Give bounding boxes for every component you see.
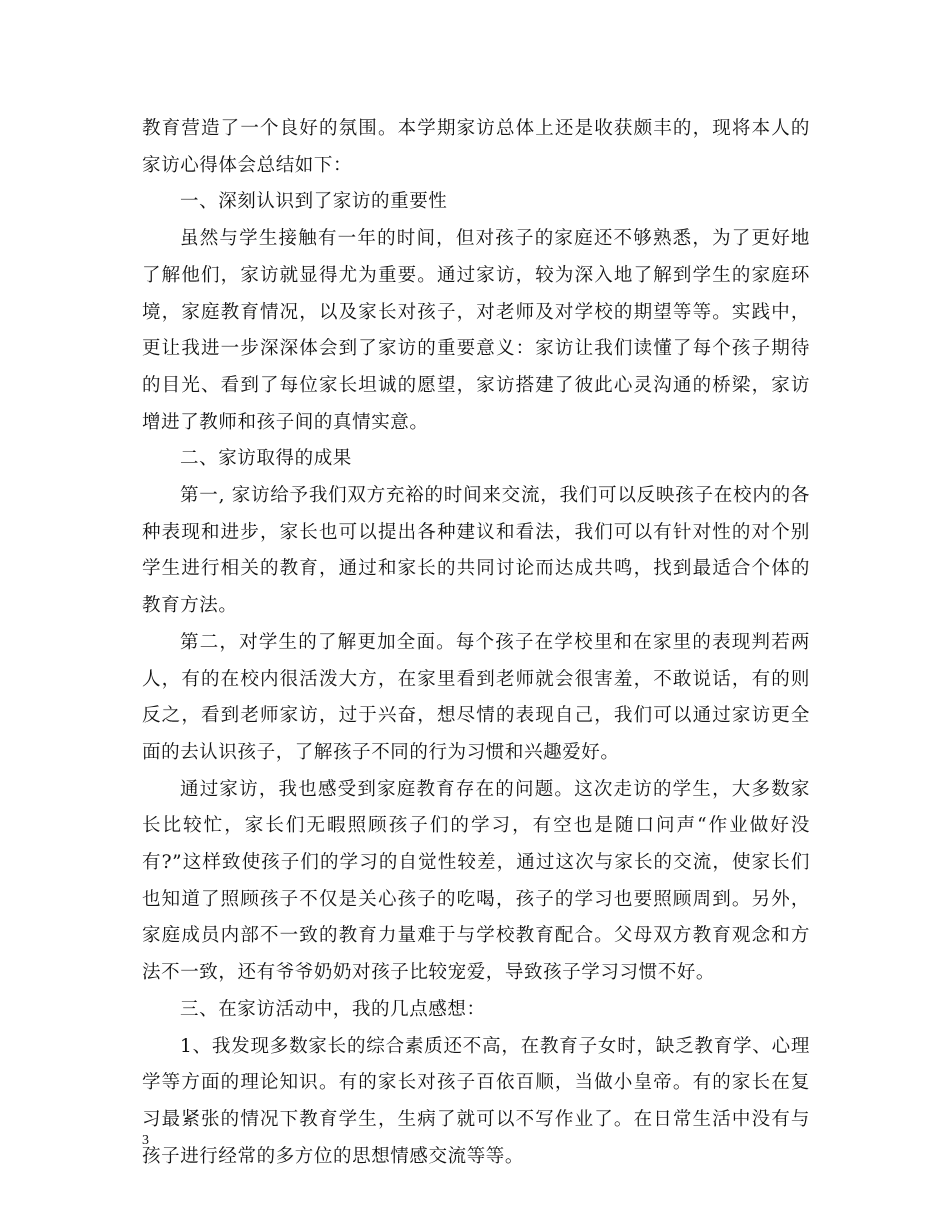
paragraph-importance: 虽然与学生接触有一年的时间，但对孩子的家庭还不够熟悉，为了更好地了解他们，家访就显得尤为重要。通过家访，较为深入地了解到学生的家庭环境，家庭教育情况，以及家长对孩子，对老师及对学校的期望等等。实践中，更让我进一步深深体会到了家访的重要意义：家访让我们读懂了每个孩子期待的目光、看到了每位家长坦诚的愿望，家访搭建了彼此心灵沟通的桥梁，家访增进了教师和孩子间的真情实意。 bbox=[142, 228, 810, 433]
section-heading-3: 三、在家访活动中，我的几点感想： bbox=[180, 998, 486, 1020]
section-heading-2: 二、家访取得的成果 bbox=[180, 448, 352, 470]
paragraph-second-result: 第二，对学生的了解更加全面。每个孩子在学校里和在家里的表现判若两人，有的在校内很活泼大方，在家里看到老师就会很害羞，不敢说话，有的则反之，看到老师家访，过于兴奋，想尽情的表现自己，我们可以通过家访更全面的去认识孩子，了解孩子不同的行为习惯和兴趣爱好。 bbox=[142, 631, 810, 763]
paragraph-reflection-1: 1、我发现多数家长的综合素质还不高，在教育子女时，缺乏教育学、心理学等方面的理论知识。有的家长对孩子百依百顺，当做小皇帝。有的家长在复习最紧张的情况下教育学生，生病了就可以不写作业了。在日常生活中没有与孩子进行经常的多方位的思想情感交流等等。 bbox=[142, 1035, 810, 1167]
document-body bbox=[142, 111, 810, 1175]
paragraph-intro-continuation: 教育营造了一个良好的氛围。本学期家访总体上还是收获颇丰的，现将本人的家访心得体会总结如下： bbox=[142, 118, 810, 176]
section-heading-1: 一、深刻认识到了家访的重要性 bbox=[180, 191, 448, 213]
paragraph-family-problems: 通过家访，我也感受到家庭教育存在的问题。这次走访的学生，大多数家长比较忙，家长们无暇照顾孩子们的学习，有空也是随口问声“作业做好没有?”这样致使孩子们的学习的自觉性较差，通过这次与家长的交流，使家长们也知道了照顾孩子不仅是关心孩子的吃喝，孩子的学习也要照顾周到。另外，家庭成员内部不一致的教育力量难于与学校教育配合。父母双方教育观念和方法不一致，还有爷爷奶奶对孩子比较宠爱，导致孩子学习习惯不好。 bbox=[142, 778, 810, 984]
page-number: 3 bbox=[142, 1133, 149, 1148]
paragraph-first-result: 第一, 家访给予我们双方充裕的时间来交流，我们可以反映孩子在校内的各种表现和进步，家长也可以提出各种建议和看法，我们可以有针对性的对个别学生进行相关的教育，通过和家长的共同讨论而达成共鸣，找到最适合个体的教育方法。 bbox=[142, 485, 810, 617]
